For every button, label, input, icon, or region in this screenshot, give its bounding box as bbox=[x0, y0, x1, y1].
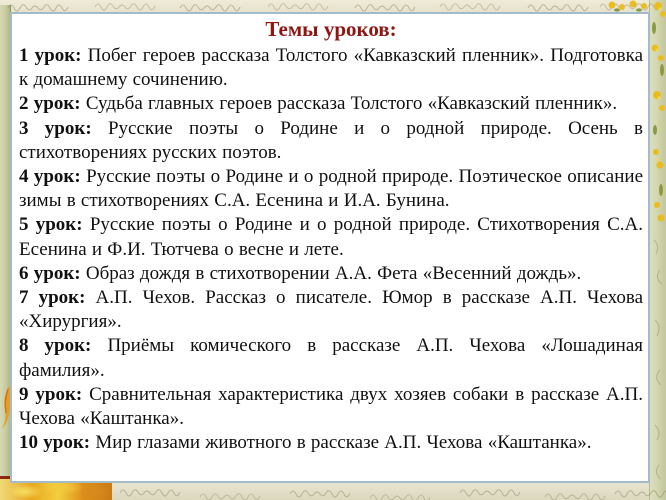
lesson-label: 1 урок: bbox=[19, 45, 82, 66]
lesson-item-9 bbox=[19, 383, 643, 431]
lesson-label: 2 урок: bbox=[19, 93, 81, 115]
lesson-label: 10 урок: bbox=[19, 432, 91, 454]
lesson-label: 6 урок: bbox=[19, 262, 81, 284]
lesson-item-6 bbox=[19, 262, 643, 286]
lesson-item-1 bbox=[19, 44, 643, 92]
frame-strip-top bbox=[0, 0, 666, 12]
lesson-text: Судьба главных героев рассказа Толстого «Кавказский пленник». bbox=[85, 93, 618, 115]
lesson-item-8 bbox=[19, 334, 643, 382]
lesson-text: Образ дождя в стихотворении А.А. Фета «Весенний дождь». bbox=[85, 262, 582, 284]
lesson-label: 9 урок: bbox=[19, 383, 83, 405]
lesson-item-5 bbox=[19, 213, 643, 261]
lesson-item-10 bbox=[19, 431, 643, 455]
lesson-item-3 bbox=[19, 117, 643, 165]
lesson-text: А.П. Чехов. Рассказ о писателе. Юмор в рассказе А.П. Чехова «Хирургия». bbox=[19, 287, 644, 333]
lesson-label: 3 урок: bbox=[19, 117, 92, 139]
lesson-text: Сравнительная характеристика двух хозяев собаки в рассказе А.П. Чехова «Каштанка». bbox=[19, 383, 643, 430]
lesson-text: Русские поэты о Родине и о родной природе. Поэтическое описание зимы в стихотворениях С.А. Есенина и И.А. Бунина. bbox=[19, 166, 644, 212]
lesson-item-2 bbox=[19, 92, 643, 116]
lesson-label: 4 урок: bbox=[19, 166, 81, 188]
lesson-text: Русские поэты о Родине и о родной природе. Стихотворения С.А. Есенина и Ф.И. Тютчева о весне и лете. bbox=[19, 214, 643, 260]
lesson-item-4 bbox=[19, 165, 643, 213]
lesson-text: Приёмы комического в рассказе А.П. Чехова «Лошадиная фамилия». bbox=[19, 335, 644, 381]
slide-title: Темы уроков: bbox=[265, 17, 397, 41]
lesson-item-7 bbox=[19, 286, 643, 334]
lesson-label: 5 урок: bbox=[19, 214, 83, 236]
lesson-text: Мир глазами животного в рассказе А.П. Чехова «Каштанка». bbox=[95, 432, 592, 454]
lesson-text: Русские поэты о Родине и о родной природе. Осень в стихотворениях русских поэтов. bbox=[19, 117, 643, 163]
lesson-label: 8 урок: bbox=[19, 335, 92, 357]
lesson-label: 7 урок: bbox=[19, 287, 86, 309]
content-box bbox=[10, 12, 650, 483]
lesson-text: Побег героев рассказа Толстого «Кавказский пленник». Подготовка к домашнему сочинению. bbox=[19, 45, 644, 91]
flower-decoration-icon bbox=[650, 0, 666, 230]
